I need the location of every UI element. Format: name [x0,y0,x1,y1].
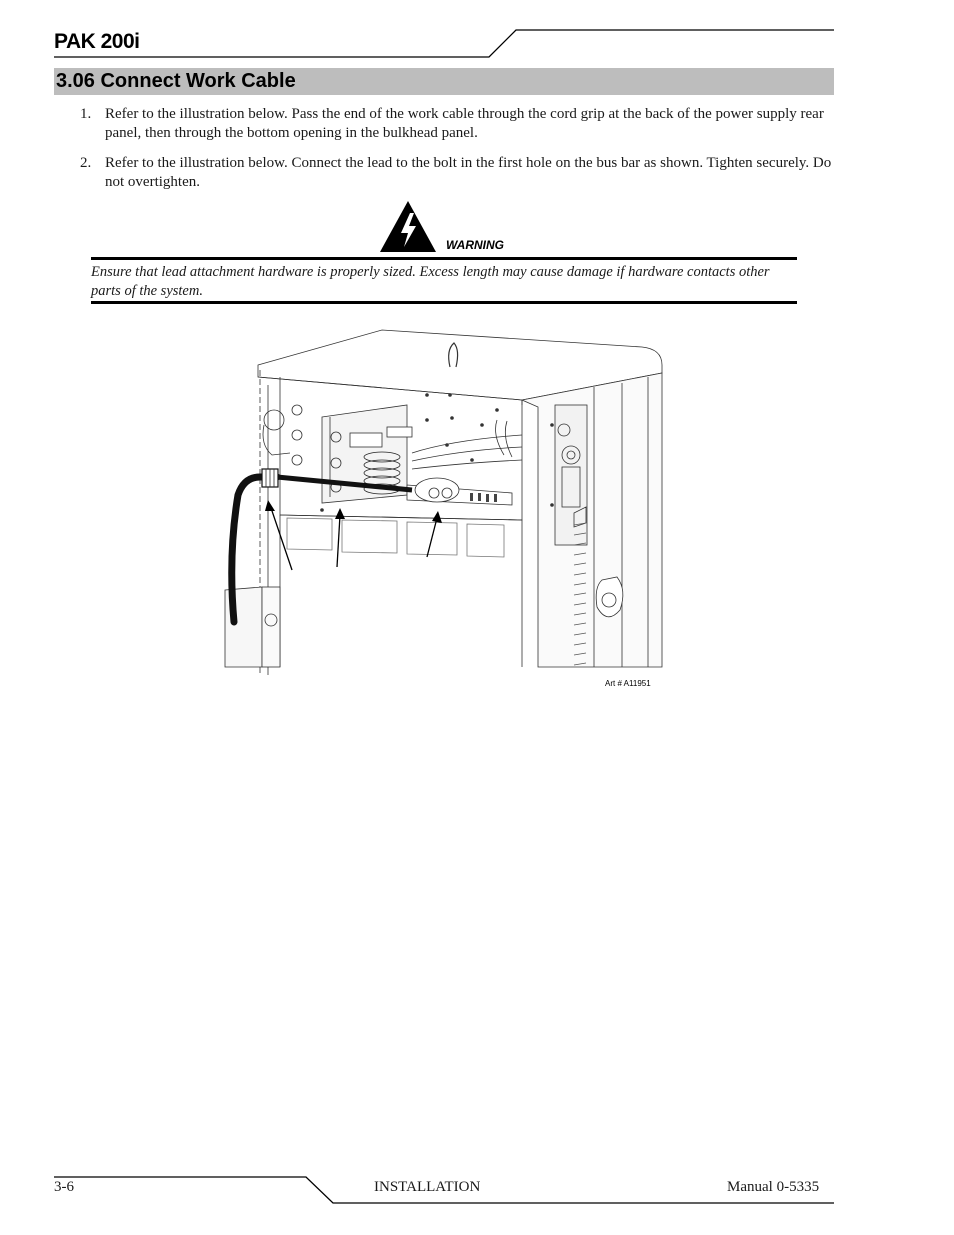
section-title: 3.06 Connect Work Cable [56,70,296,92]
warning-text: Ensure that lead attachment hardware is properly sized. Excess length may cause damage if hardware contacts other parts of the system. [91,264,770,299]
page-number: 3-6 [54,1179,74,1195]
step-number: 1. [80,106,92,122]
warning-bottom-rule [91,301,797,304]
step-item [80,105,836,143]
step-text: Refer to the illustration below. Pass the end of the work cable through the cord grip at the back of the power supply rear panel, then through the bottom opening in the bulkhead panel. [105,106,824,141]
chapter-name: INSTALLATION [374,1179,481,1195]
warning-top-rule [91,257,797,260]
step-item [80,154,836,192]
high-voltage-warning-icon [379,200,437,253]
step-number: 2. [80,155,92,171]
header-rule [0,0,954,70]
work-cable-connection-illustration [222,325,667,675]
art-number: Art # A11951 [605,679,651,688]
step-text: Refer to the illustration below. Connect the lead to the bolt in the first hole on the bus bar as shown. Tighten securely. Do not overtighten. [105,155,832,190]
warning-label: WARNING [446,238,504,252]
product-title: PAK 200i [54,30,140,53]
manual-number: Manual 0-5335 [727,1179,820,1195]
